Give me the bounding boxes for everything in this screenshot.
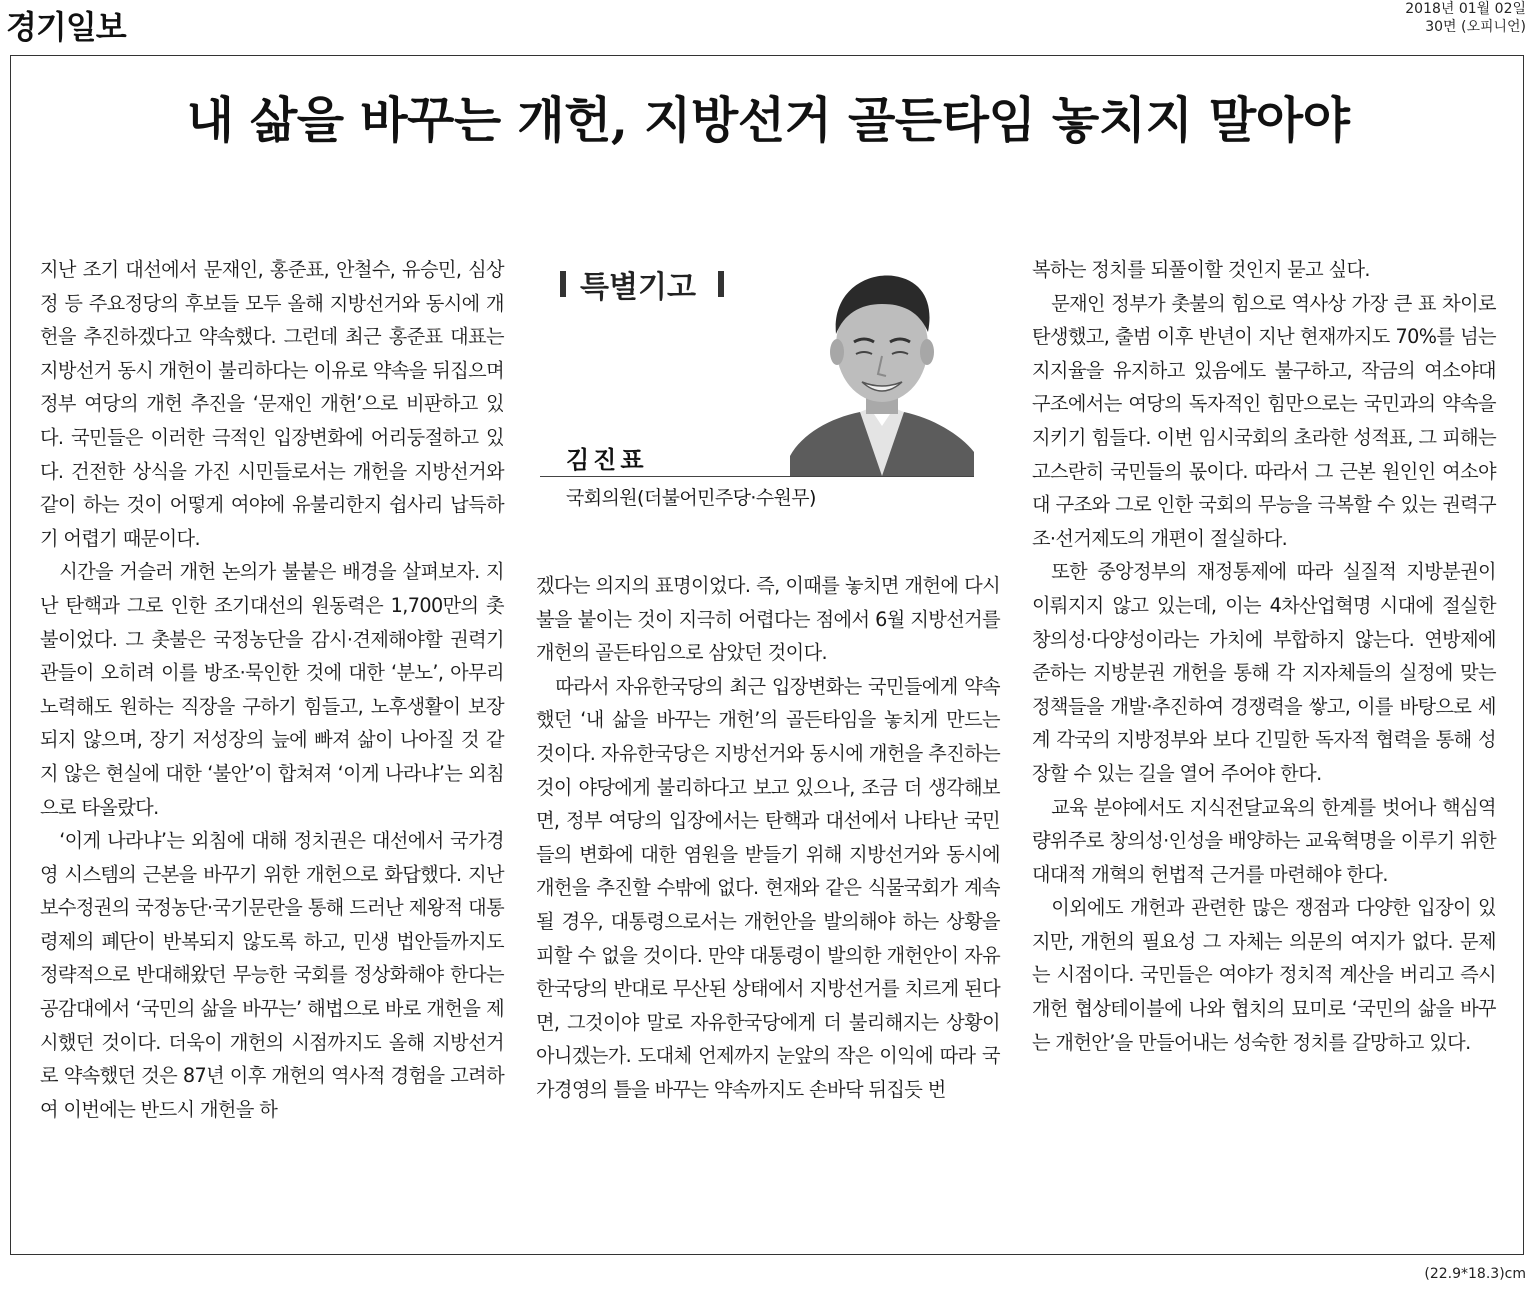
article-column-1 [40, 253, 504, 1126]
dateline [1405, 0, 1526, 36]
author-role: 국회의원(더불어민주당·수원무) [566, 487, 816, 509]
paragraph: 또한 중앙정부의 재정통제에 따라 실질적 지방분권이 이뤄지지 않고 있는데, 이는 4차산업혁명 시대에 절실한 창의성·다양성이라는 가치에 부합하지 않는다. 연방제에 준하는 지방분권 개헌을 통해 각 지자체들의 실정에 맞는 정책들을 개발·추진하여 경쟁력을 쌓고, 이를 바탕으로 세계 각국의 지방정부와 보다 긴밀한 독자적 협력을 통해 성장할 수 있는 길을 열어 주어야 한다. [1032, 560, 1496, 785]
paragraph: 복하는 정치를 되풀이할 것인지 묻고 싶다. [1032, 258, 1370, 281]
badge-bar-right [718, 271, 724, 297]
section-label: 특별기고 [580, 270, 696, 305]
paragraph: 따라서 자유한국당의 최근 입장변화는 국민들에게 약속했던 ‘내 삶을 바꾸는 개헌’의 골든타임을 놓치게 만드는 것이다. 자유한국당은 지방선거와 동시에 개헌을 추진하는 것이 야당에게 불리하다고 보고 있으나, 조금 더 생각해보면, 정부 여당의 입장에서는 탄핵과 대선에서 나타난 국민들의 변화에 대한 염원을 받들기 위해 지방선거와 동시에 개헌을 추진할 수밖에 없다. 현재와 같은 식물국회가 계속될 경우, 대통령으로서는 개헌안을 발의해야 하는 상황을 피할 수 없을 것이다. 만약 대통령이 발의한 개헌안이 자유한국당의 반대로 무산된 상태에서 지방선거를 치르게 된다면, 그것이야 말로 자유한국당에게 더 불리해지는 상황이 아니겠는가. 도대체 언제까지 눈앞의 작은 이익에 따라 국가경영의 틀을 바꾸는 약속까지도 손바닥 뒤집듯 번 [536, 674, 1000, 1101]
paragraph: ‘이게 나라냐’는 외침에 대해 정치권은 대선에서 국가경영 시스템의 근본을 바꾸기 위한 개헌으로 화답했다. 지난 보수정권의 국정농단·국기문란을 통해 드러난 제왕적 대통령제의 폐단이 반복되지 않도록 하고, 민생 법안들까지도 정략적으로 반대해왔던 무능한 국회를 정상화해야 한다는 공감대에서 ‘국민의 삶을 바꾸는’ 해법으로 바로 개헌을 제시했던 것이다. 더욱이 개헌의 시점까지도 올해 지방선거로 약속했던 것은 87년 이후 개헌의 역사적 경험을 고려하여 이번에는 반드시 개헌을 하 [40, 829, 504, 1121]
publication-date: 2018년 01월 02일 [1405, 1, 1526, 17]
badge-bar-left [560, 271, 566, 297]
section-badge [560, 262, 724, 306]
author-portrait [790, 266, 974, 476]
author-name: 김진표 [566, 445, 648, 474]
paragraph: 겠다는 의지의 표명이었다. 즉, 이때를 놓치면 개헌에 다시 불을 붙이는 것이 지극히 어렵다는 점에서 6월 지방선거를 개헌의 골든타임으로 삼았던 것이다. [536, 574, 1000, 665]
article-column-2 [536, 569, 1000, 1107]
paragraph: 이외에도 개헌과 관련한 많은 쟁점과 다양한 입장이 있지만, 개헌의 필요성 그 자체는 의문의 여지가 없다. 문제는 시점이다. 국민들은 여야가 정치적 계산을 버리고 즉시 개헌 협상테이블에 나와 협치의 묘미로 ‘국민의 삶을 바꾸는 개헌안’을 만들어내는 성숙한 정치를 갈망하고 있다. [1032, 896, 1496, 1054]
paragraph: 교육 분야에서도 지식전달교육의 한계를 벗어나 핵심역량위주로 창의성·인성을 배양하는 교육혁명을 이루기 위한 대대적 개혁의 헌법적 근거를 마련해야 한다. [1032, 795, 1496, 886]
clipping-size-note: (22.9*18.3)cm [1424, 1266, 1526, 1282]
article-headline: 내 삶을 바꾸는 개헌, 지방선거 골든타임 놓치지 말아야 [186, 91, 1350, 149]
paragraph: 문재인 정부가 촛불의 힘으로 역사상 가장 큰 표 차이로 탄생했고, 출범 이후 반년이 지난 현재까지도 70%를 넘는 지지율을 유지하고 있음에도 불구하고, 작금의 여소야대 구조에서는 여당의 독자적인 힘만으로는 국민과의 약속을 지키기 힘들다. 이번 임시국회의 초라한 성적표, 그 피해는 고스란히 국민들의 몫이다. 따라서 그 근본 원인인 여소야대 구조와 그로 인한 국회의 무능을 극복할 수 있는 권력구조·선거제도의 개편이 절실하다. [1032, 291, 1496, 550]
paragraph: 시간을 거슬러 개헌 논의가 불붙은 배경을 살펴보자. 지난 탄핵과 그로 인한 조기대선의 원동력은 1,700만의 촛불이었다. 그 촛불은 국정농단을 감시·견제해야할 권력기관들이 오히려 이를 방조·묵인한 것에 대한 ‘분노’, 아무리 노력해도 원하는 직장을 구하기 힘들고, 노후생활이 보장되지 않으며, 장기 저성장의 늪에 빠져 삶이 나아질 것 같지 않은 현실에 대한 ‘불안’이 합쳐져 ‘이게 나라냐’는 외침으로 타올랐다. [40, 560, 504, 819]
newspaper-masthead: 경기일보 [6, 8, 126, 46]
author-divider [540, 476, 974, 477]
paragraph: 지난 조기 대선에서 문재인, 홍준표, 안철수, 유승민, 심상정 등 주요정당의 후보들 모두 올해 지방선거와 동시에 개헌을 추진하겠다고 약속했다. 그런데 최근 홍준표 대표는 지방선거 동시 개헌이 불리하다는 이유로 약속을 뒤집으며 정부 여당의 개헌 추진을 ‘문재인 개헌’으로 비판하고 있다. 국민들은 이러한 극적인 입장변화에 어리둥절하고 있다. 건전한 상식을 가진 시민들로서는 개헌을 지방선거와 같이 하는 것이 어떻게 여야에 유불리한지 쉽사리 납득하기 어렵기 때문이다. [40, 258, 504, 550]
page-section: 30면 (오피니언) [1425, 19, 1526, 35]
article-column-3 [1032, 253, 1496, 1059]
